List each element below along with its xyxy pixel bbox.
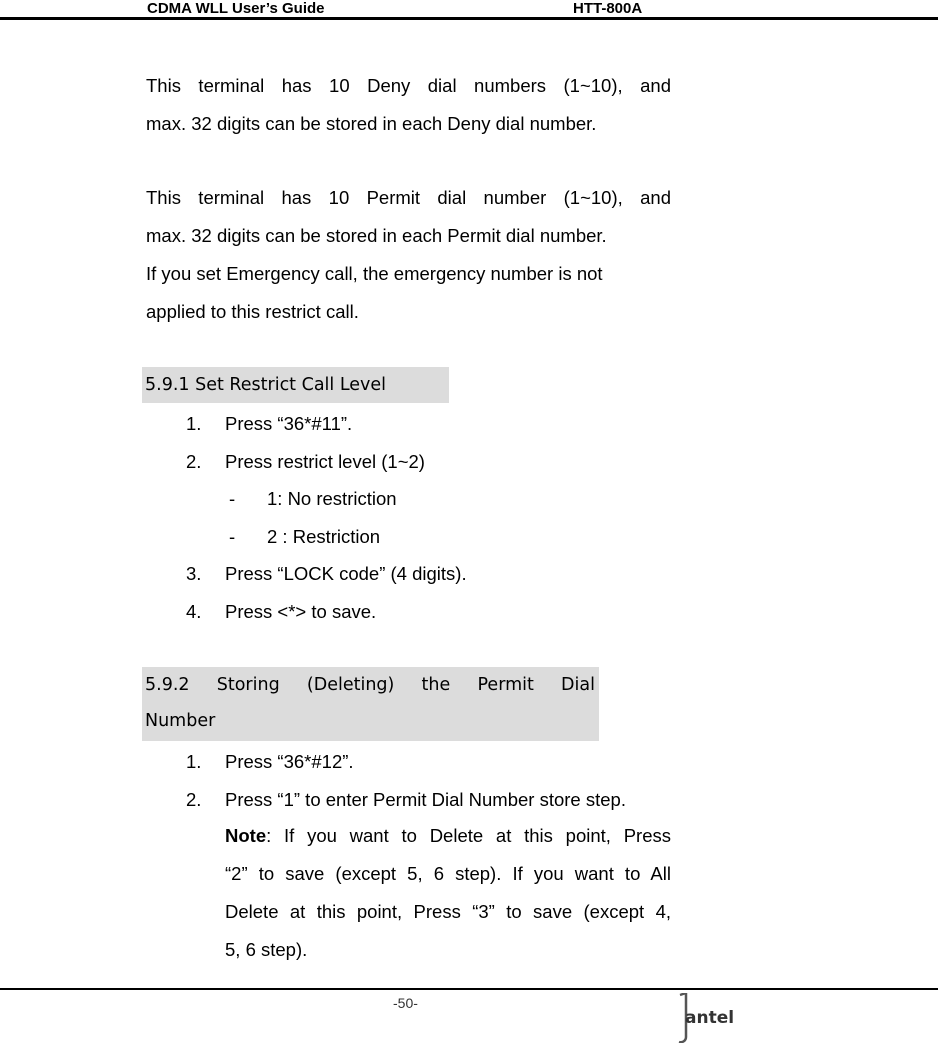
header-model: HTT-800A xyxy=(573,0,643,17)
hantel-logo xyxy=(676,993,746,1043)
sub-list-dash: - xyxy=(229,488,236,509)
list-text: Press <*> to save. xyxy=(225,601,377,622)
note-text: : If you want to Delete at this point, Press xyxy=(266,825,671,846)
text-line: If you set Emergency call, the emergency number is not xyxy=(146,263,603,284)
list-number: 2. xyxy=(186,451,202,472)
text-line: This terminal has 10 Deny dial numbers (1~10), and xyxy=(146,75,671,96)
note-block xyxy=(225,817,671,969)
note-line: Delete at this point, Press “3” to save (except 4, xyxy=(225,901,671,922)
text-line: This terminal has 10 Permit dial number (1~10), and xyxy=(146,187,671,208)
list-number: 3. xyxy=(186,563,202,584)
text-line: max. 32 digits can be stored in each Permit dial number. xyxy=(146,225,607,246)
sub-list-text: 2 : Restriction xyxy=(267,526,381,547)
page-header xyxy=(0,0,938,20)
list-number: 1. xyxy=(186,413,202,434)
note-label: Note xyxy=(225,825,267,846)
list-text: Press “36*#12”. xyxy=(225,751,354,772)
svg-text:antel: antel xyxy=(685,1008,735,1028)
heading-line: 5.9.2 Storing (Deleting) the Permit Dial xyxy=(145,675,595,695)
list-text: Press “36*#11”. xyxy=(225,413,353,434)
paragraph-permit-numbers xyxy=(146,179,671,331)
list-text: Press “LOCK code” (4 digits). xyxy=(225,563,467,584)
section-heading-5-9-1: 5.9.1 Set Restrict Call Level xyxy=(142,367,449,403)
list-number: 2. xyxy=(186,789,202,810)
header-rule xyxy=(0,17,938,20)
note-line: “2” to save (except 5, 6 step). If you want to All xyxy=(225,863,671,884)
list-number: 1. xyxy=(186,751,202,772)
list-number: 4. xyxy=(186,601,202,622)
page-number: -50- xyxy=(393,995,418,1011)
list-text: Press restrict level (1~2) xyxy=(225,451,425,472)
sub-list-text: 1: No restriction xyxy=(267,488,397,509)
text-line: max. 32 digits can be stored in each Deny dial number. xyxy=(146,113,597,134)
list-text: Press “1” to enter Permit Dial Number store step. xyxy=(225,789,626,810)
note-line xyxy=(225,817,671,855)
sub-list-dash: - xyxy=(229,526,236,547)
header-title: CDMA WLL User’s Guide xyxy=(147,0,325,17)
paragraph-deny-numbers xyxy=(146,67,671,143)
footer-rule xyxy=(0,988,938,990)
heading-line: Number xyxy=(145,711,216,731)
text-line: applied to this restrict call. xyxy=(146,301,359,322)
section-heading-5-9-2 xyxy=(142,667,599,741)
note-line: 5, 6 step). xyxy=(225,939,308,960)
